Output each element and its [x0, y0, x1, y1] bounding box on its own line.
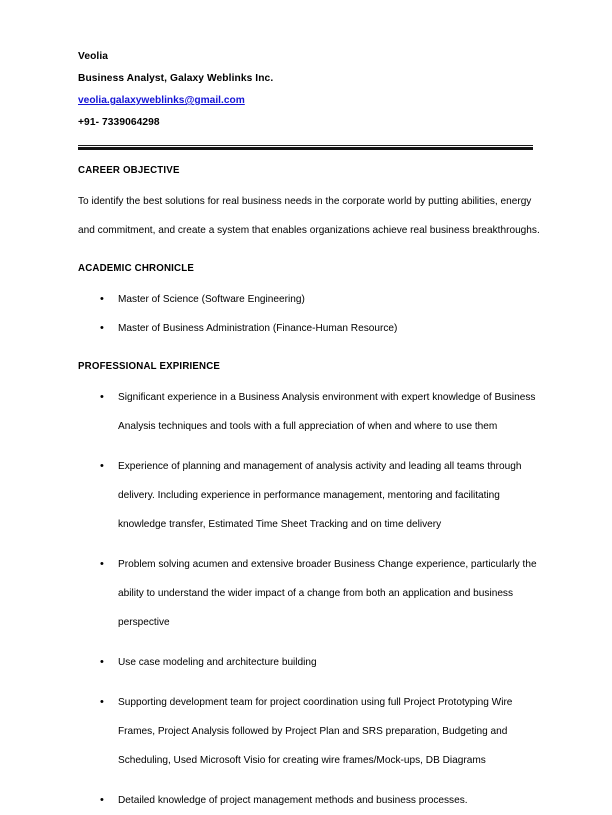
email-link[interactable]: veolia.galaxyweblinks@gmail.com — [78, 95, 245, 106]
list-item: • Experience of planning and management of analysis activity and leading all teams through delivery. Including experience in performance management, mentoring and facilitating knowledge transfer, Estimated Time Sheet Tracking and on time delivery — [78, 452, 550, 539]
career-objective-text: To identify the best solutions for real business needs in the corporate world by putting abilities, energy and commitment, and create a system that enables organizations achieve real business breakthroughs. — [78, 196, 540, 236]
section-academic-chronicle — [78, 261, 540, 343]
experience-list — [78, 383, 540, 815]
section-career-objective — [78, 163, 540, 245]
header-divider — [78, 145, 533, 150]
section-heading-professional-experience: PROFESSIONAL EXPIRIENCE — [78, 361, 221, 372]
candidate-name: Veolia — [78, 51, 109, 62]
academic-list — [78, 285, 540, 343]
email-row — [78, 90, 540, 112]
section-heading-academic-chronicle: ACADEMIC CHRONICLE — [78, 263, 194, 274]
contact-header — [78, 46, 540, 134]
list-item: • Supporting development team for project coordination using full Project Prototyping Wire Frames, Project Analysis followed by Project Plan and SRS preparation, Budgeting and Scheduling, Used Microsoft Visio for creating wire frames/Mock-ups, DB Diagrams — [78, 688, 550, 775]
list-item: • Detailed knowledge of project management methods and business processes. — [78, 786, 550, 815]
list-item: • Problem solving acumen and extensive broader Business Change experience, particularly the ability to understand the wider impact of a change from both an application and business perspective — [78, 550, 550, 637]
section-professional-experience — [78, 359, 540, 815]
section-heading-career-objective: CAREER OBJECTIVE — [78, 165, 180, 176]
list-item: • Significant experience in a Business Analysis environment with expert knowledge of Business Analysis techniques and tools with a full appreciation of when and where to use them — [78, 383, 550, 441]
candidate-title: Business Analyst, Galaxy Weblinks Inc. — [78, 73, 274, 84]
phone-number: +91- 7339064298 — [78, 117, 160, 128]
list-item: • Use case modeling and architecture building — [78, 648, 550, 677]
list-item: • Master of Business Administration (Finance-Human Resource) — [78, 314, 550, 343]
divider-thick-line — [78, 147, 533, 150]
list-item: • Master of Science (Software Engineering) — [78, 285, 550, 314]
